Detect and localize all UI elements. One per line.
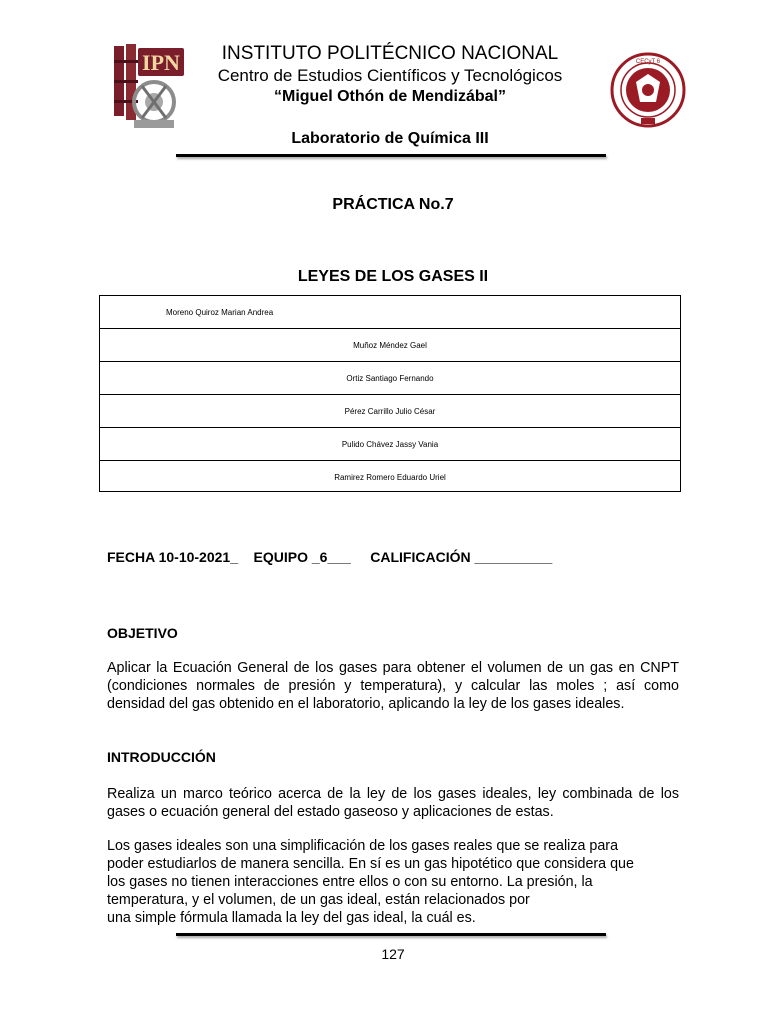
table-row: [100, 362, 680, 395]
lab-name: Laboratorio de Química III: [291, 130, 489, 147]
practice-title: PRÁCTICA No.7: [332, 196, 454, 213]
cecyt-logo-text: CECyT 6: [635, 59, 661, 65]
introduccion-paragraph-2: [107, 837, 679, 927]
table-row: [100, 395, 680, 428]
students-table: [99, 295, 681, 492]
introduccion-paragraph-1: Realiza un marco teórico acerca de la ley de los gases ideales, ley combinada de los gases o ecuación general del estado gaseoso y aplicaciones de estas.: [107, 786, 679, 820]
student-name: Ramirez Romero Eduardo Uriel: [334, 472, 446, 482]
introduccion-heading: INTRODUCCIÓN: [107, 749, 216, 765]
student-name: Muñoz Méndez Gael: [353, 340, 427, 350]
center-name: Centro de Estudios Científicos y Tecnológicos: [217, 66, 563, 85]
topic-title: LEYES DE LOS GASES II: [297, 268, 489, 285]
paragraph-line: Los gases ideales son una simplificación de los gases reales que se realiza para: [107, 838, 619, 854]
student-name: Pérez Carrillo Julio César: [344, 406, 436, 416]
cecyt-logo: [610, 52, 686, 128]
paragraph-line: temperatura, y el volumen, de un gas ideal, están relacionados por: [107, 892, 530, 908]
table-row: [100, 329, 680, 362]
student-name: Pulido Chávez Jassy Vania: [341, 439, 439, 449]
student-name: Moreno Quiroz Marian Andrea: [166, 307, 274, 317]
table-row: [100, 461, 680, 493]
table-row: [100, 296, 680, 329]
table-row: [100, 428, 680, 461]
student-name: Ortiz Santiago Fernando: [346, 373, 434, 383]
ipn-logo-text: IPN: [142, 50, 180, 75]
paragraph-line: poder estudiarlos de manera sencilla. En sí es un gas hipotético que considera que: [107, 856, 634, 872]
ipn-logo: [112, 40, 190, 132]
objetivo-text: Aplicar la Ecuación General de los gases para obtener el volumen de un gas en CNPT (condiciones normales de presión y temperatura), y calcular las moles ; así como densidad del gas obtenido en el laboratorio, aplicando la ley de los gases ideales.: [107, 660, 679, 712]
page-number: 127: [381, 946, 405, 962]
date-team-grade-line: FECHA 10-10-2021_ EQUIPO _6___ CALIFICACIÓN __________: [107, 549, 553, 565]
objetivo-heading: OBJETIVO: [107, 625, 178, 641]
footer-divider: [176, 933, 606, 936]
paragraph-line: una simple fórmula llamada la ley del gas ideal, la cuál es.: [107, 910, 476, 926]
header-divider: [176, 154, 606, 157]
institution-name: INSTITUTO POLITÉCNICO NACIONAL: [221, 43, 559, 64]
paragraph-line: los gases no tienen interacciones entre ellos o con su entorno. La presión, la: [107, 874, 593, 890]
school-name: “Miguel Othón de Mendizábal”: [274, 88, 506, 105]
